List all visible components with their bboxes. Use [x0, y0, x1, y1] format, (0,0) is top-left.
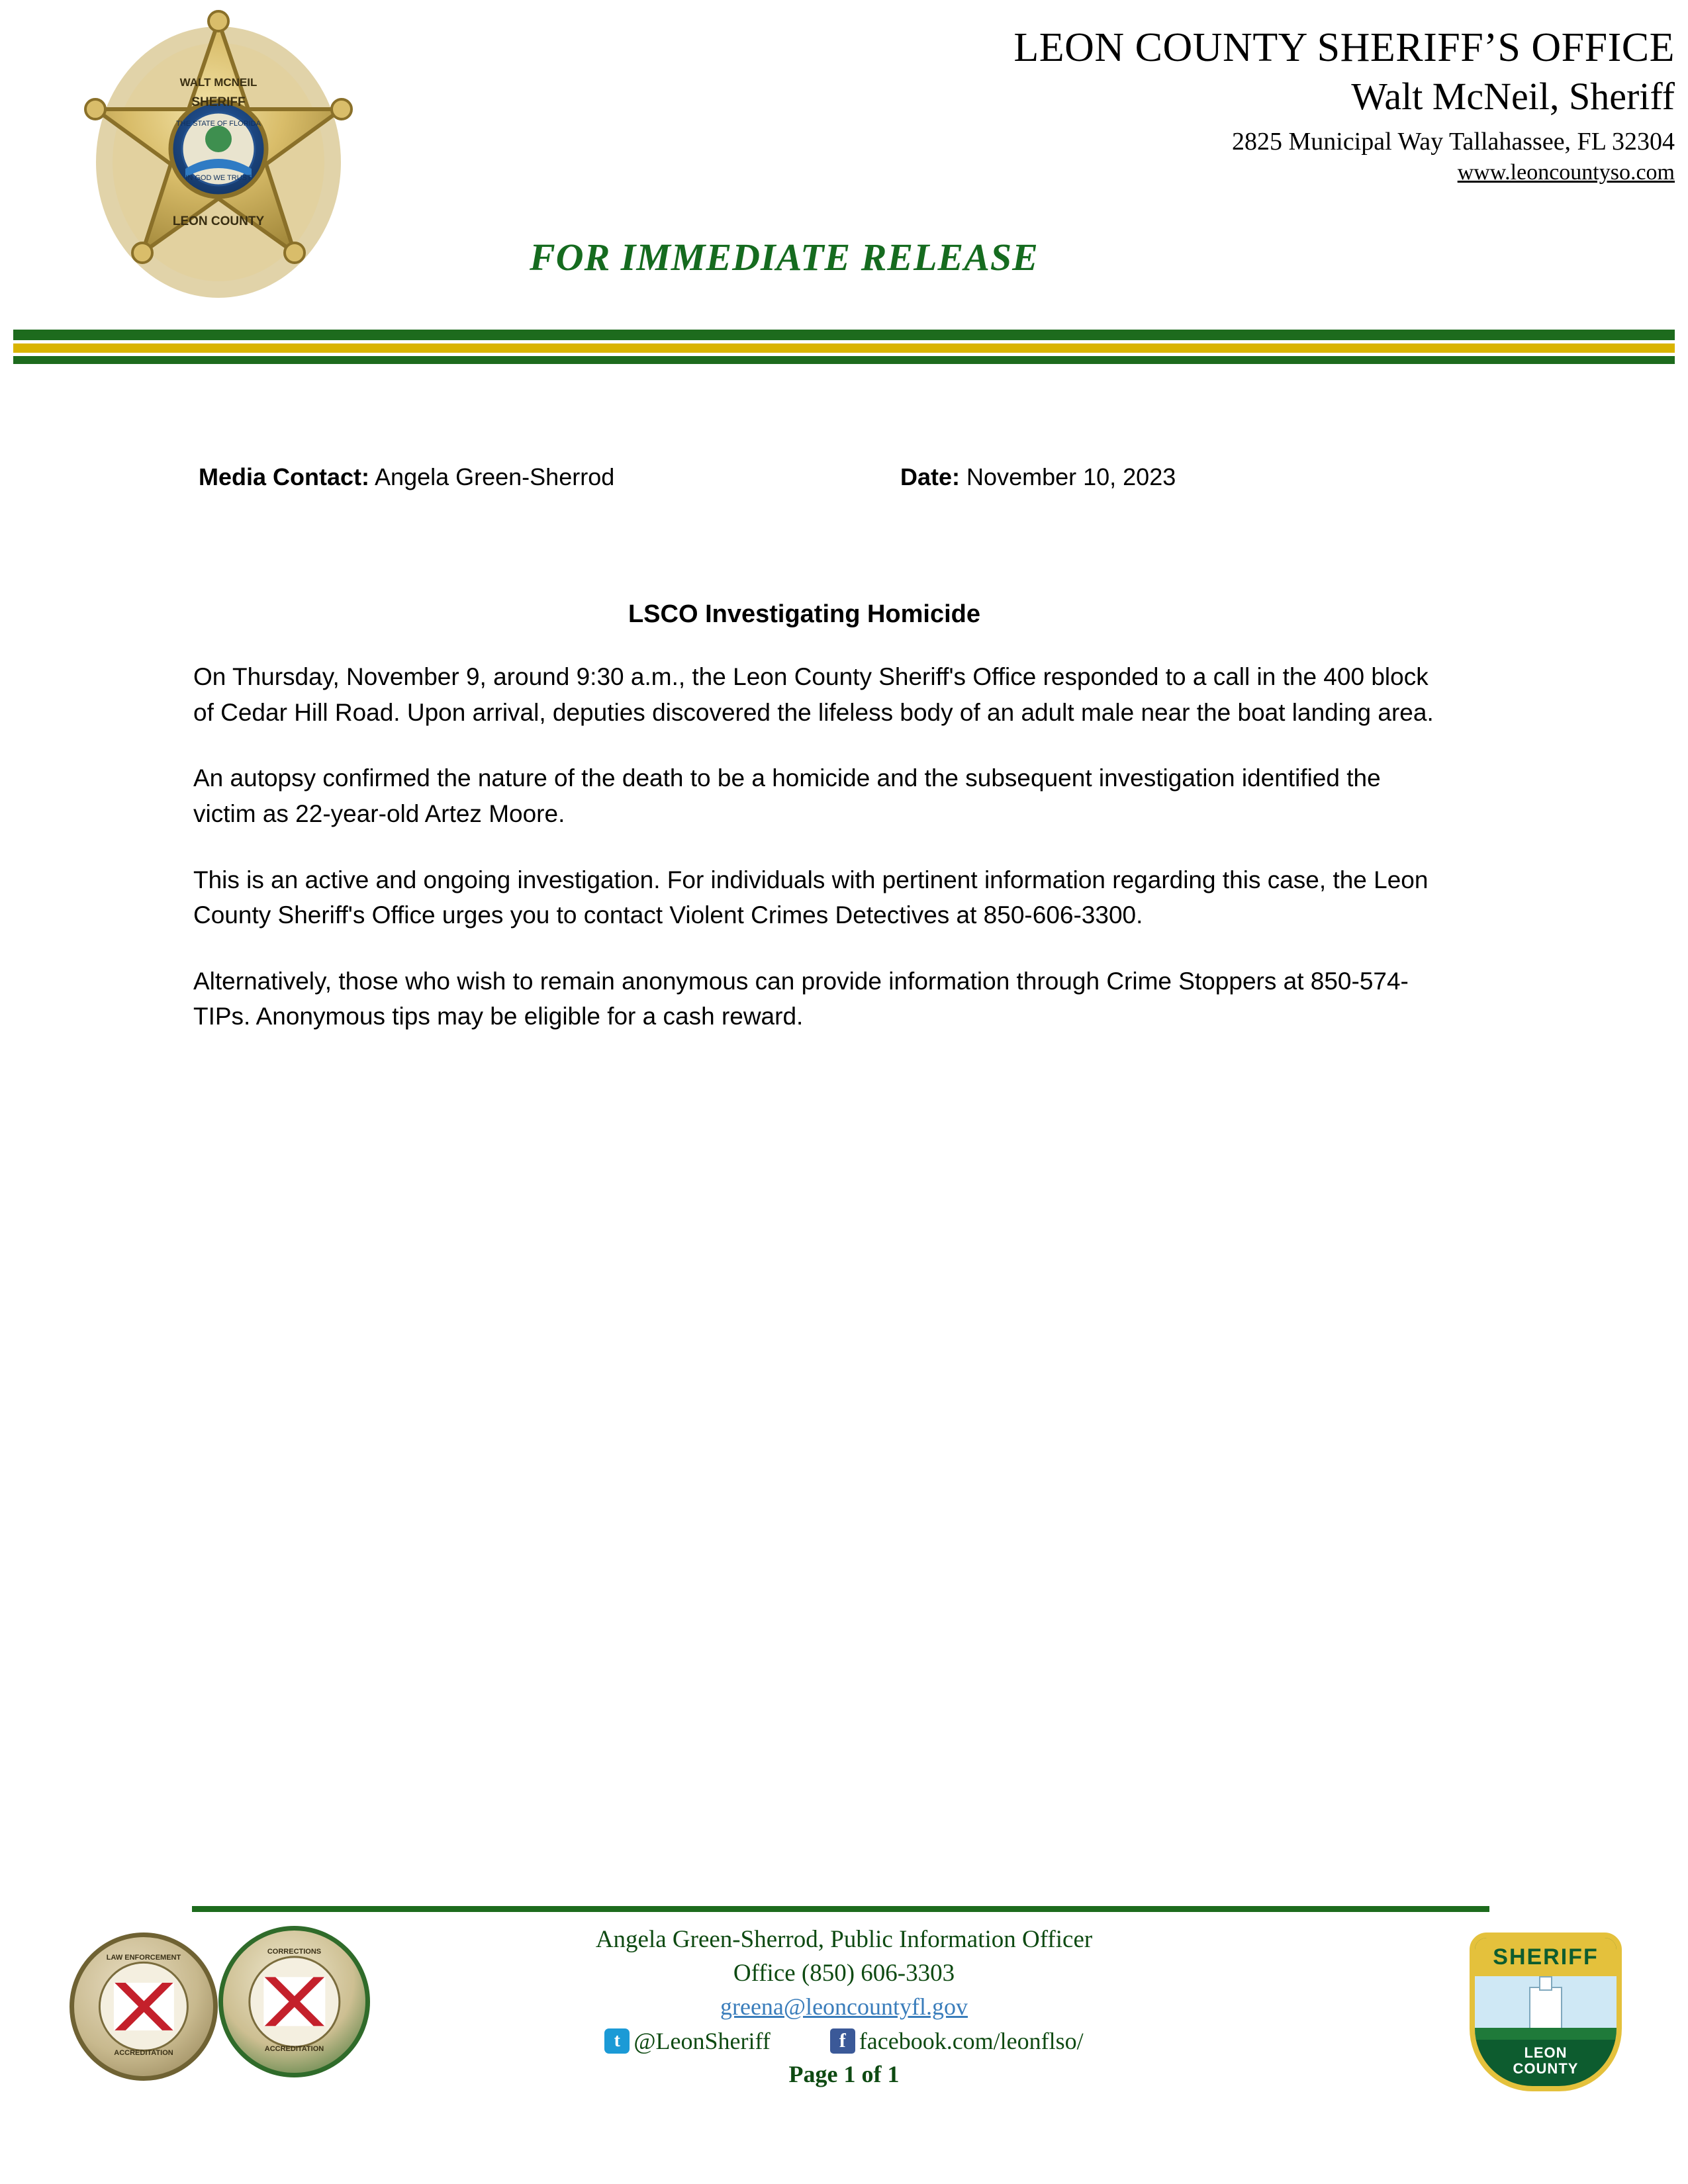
date-value: November 10, 2023: [966, 463, 1176, 490]
media-contact-value: Angela Green-Sherrod: [375, 463, 615, 490]
right-seal-bottom-caption: ACCREDITATION: [264, 2044, 324, 2053]
document-header: [0, 0, 1688, 331]
document-footer: [0, 1916, 1688, 2088]
patch-bottom-line1: LEON: [1524, 2044, 1568, 2061]
twitter-icon: t: [604, 2028, 630, 2054]
release-date: [900, 463, 1176, 491]
svg-text:LEON COUNTY: LEON COUNTY: [172, 214, 265, 228]
footer-email-link[interactable]: greena@leoncountyfl.gov: [720, 1993, 968, 2020]
body-paragraph-4: Alternatively, those who wish to remain anonymous can provide information through Crime Stoppers at 850-574-TIPs. Anonymous tips may be eligible for a cash reward.: [193, 967, 1409, 1030]
document-body: [193, 463, 1456, 1059]
patch-bottom-line2: COUNTY: [1513, 2060, 1579, 2077]
svg-text:IN GOD WE TRUST: IN GOD WE TRUST: [185, 174, 252, 182]
release-headline: LSCO Investigating Homicide: [628, 600, 981, 628]
footer-social-row: [0, 2027, 1688, 2055]
footer-office-phone: Office (850) 606-3303: [733, 1960, 955, 1987]
agency-name: LEON COUNTY SHERIFF’S OFFICE: [1013, 25, 1675, 70]
body-paragraph-2: An autopsy confirmed the nature of the death to be a homicide and the subsequent investigation identified the victim as 22-year-old Artez Moore.: [193, 764, 1381, 827]
right-seal-top-caption: CORRECTIONS: [267, 1947, 322, 1956]
facebook-icon: f: [830, 2028, 855, 2054]
body-paragraph-1: On Thursday, November 9, around 9:30 a.m., the Leon County Sheriff's Office responded to a call in the 400 block of Cedar Hill Road. Upon arrival, deputies discovered the lifeless body of an adult male near the boat landing area.: [193, 663, 1434, 726]
divider-gold: [13, 343, 1675, 353]
footer-divider: [192, 1906, 1489, 1912]
header-divider-rules: [13, 330, 1675, 364]
patch-capitol-graphic: [1475, 1976, 1617, 2040]
lcso-shoulder-patch-icon: [1470, 1933, 1622, 2091]
date-label: Date:: [900, 463, 961, 490]
facebook-url: facebook.com/leonflso/: [859, 2028, 1084, 2054]
left-seal-bottom-caption: ACCREDITATION: [114, 2048, 173, 2057]
office-address: 2825 Municipal Way Tallahassee, FL 32304: [1231, 127, 1675, 156]
website-link[interactable]: www.leoncountyso.com: [1457, 159, 1675, 185]
svg-text:SHERIFF: SHERIFF: [191, 95, 246, 109]
svg-text:THE STATE OF FLORIDA: THE STATE OF FLORIDA: [176, 120, 261, 128]
facebook-link[interactable]: [830, 2027, 1084, 2055]
patch-grass-shape: [1475, 2028, 1617, 2040]
sheriff-name: Walt McNeil, Sheriff: [1351, 75, 1675, 118]
twitter-handle: @LeonSheriff: [633, 2028, 771, 2054]
footer-officer-name: Angela Green-Sherrod, Public Information Officer: [595, 1926, 1093, 1953]
sheriff-star-badge-icon: [79, 7, 357, 318]
meta-row: [199, 463, 1456, 491]
for-immediate-release-banner: FOR IMMEDIATE RELEASE: [530, 236, 1039, 279]
body-paragraph-3: This is an active and ongoing investigation. For individuals with pertinent information regarding this case, the Leon County Sheriff's Office urges you to contact Violent Crimes Detectives at 850-606-3300.: [193, 866, 1429, 929]
header-text-block: [642, 26, 1675, 185]
svg-text:WALT MCNEIL: WALT MCNEIL: [179, 76, 258, 89]
media-contact: [199, 463, 900, 491]
patch-top-label: SHERIFF: [1475, 1938, 1617, 1976]
divider-green-thin: [13, 356, 1675, 364]
media-contact-label: Media Contact:: [199, 463, 370, 490]
divider-green-thick: [13, 330, 1675, 340]
left-seal-top-caption: LAW ENFORCEMENT: [106, 1954, 181, 1962]
page-number: Page 1 of 1: [788, 2061, 900, 2087]
twitter-link[interactable]: [604, 2027, 770, 2055]
